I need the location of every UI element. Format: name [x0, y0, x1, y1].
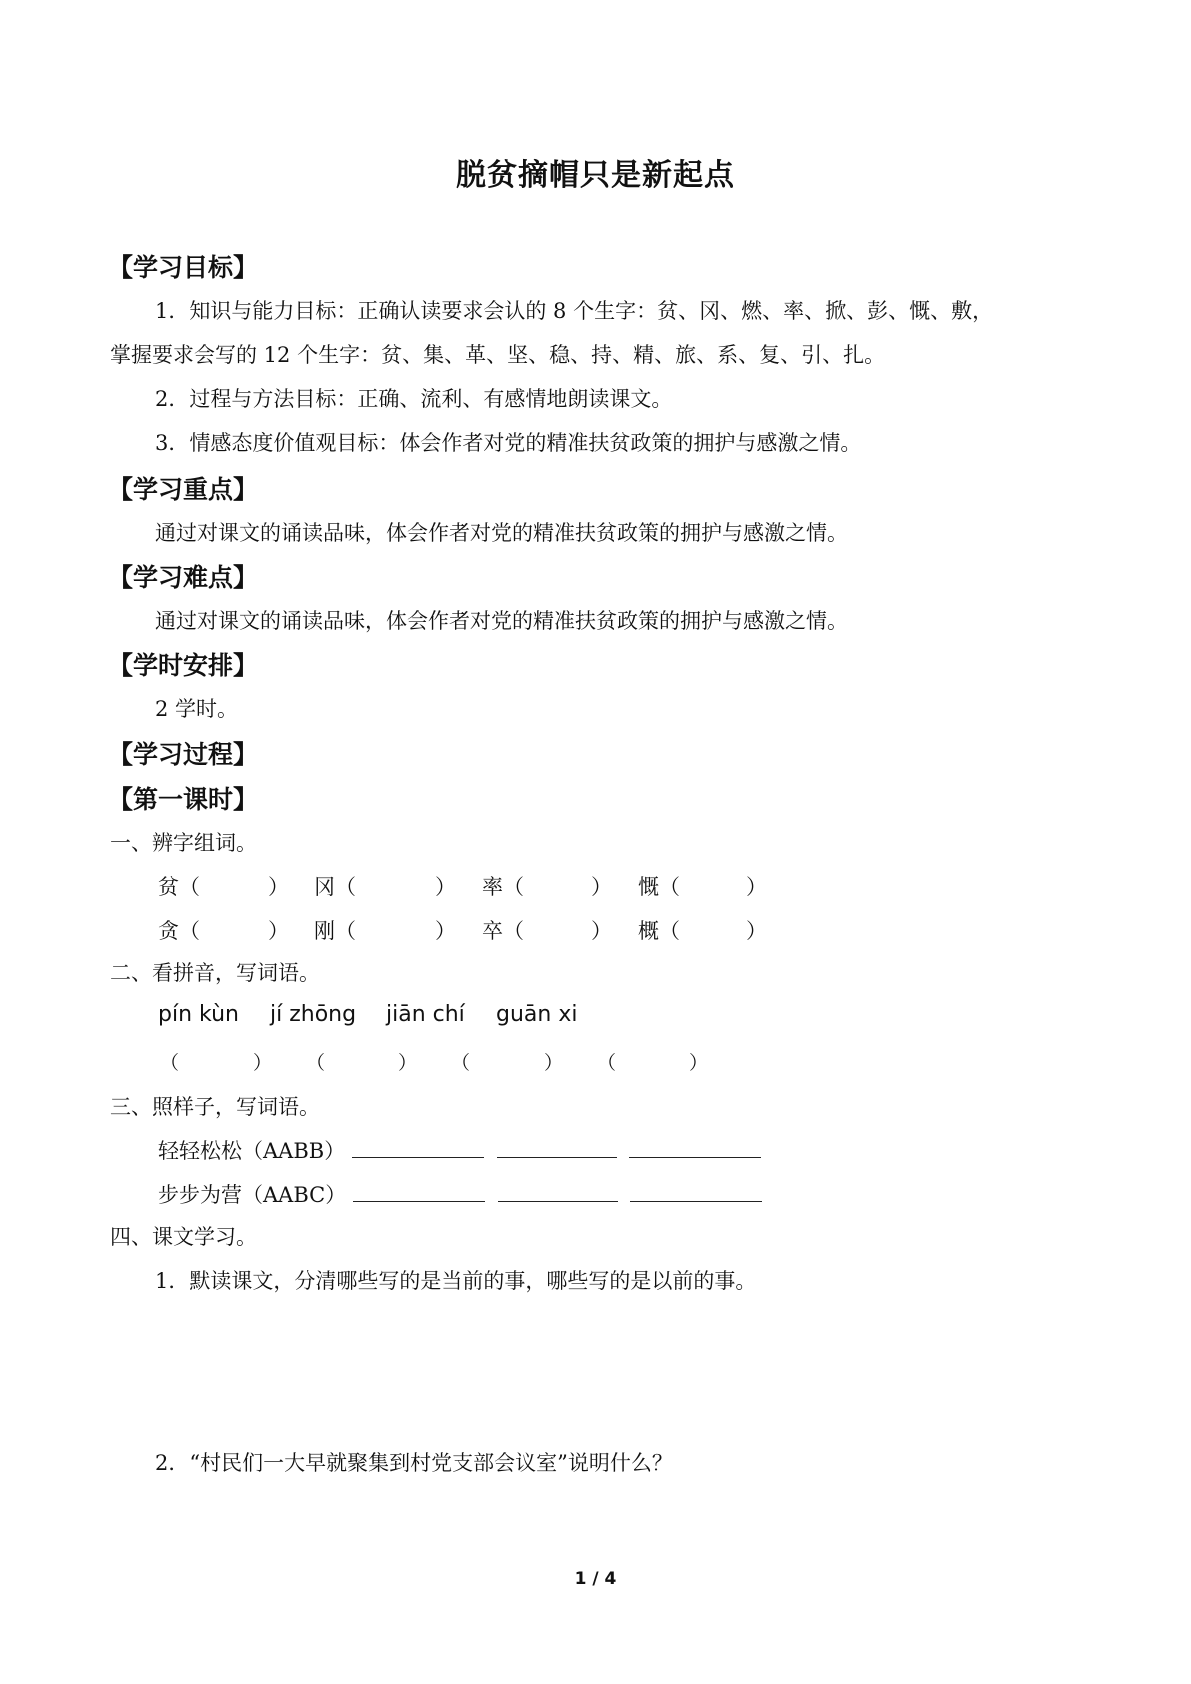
- pinyin-answer-1-open: （: [160, 1052, 180, 1074]
- pinyin-answer-3-close: ）: [544, 1052, 564, 1074]
- char-pair-4-open: 慨（: [638, 875, 680, 899]
- blank-line[interactable]: [630, 1181, 762, 1202]
- char-pair-3-open: 率（: [482, 875, 524, 899]
- document-title: 脱贫摘帽只是新起点: [456, 158, 735, 193]
- char-pair-8-open: 概（: [638, 919, 680, 943]
- goal-item-1-line-2: 掌握要求会写的 12 个生字：贫、集、革、坚、稳、持、精、旅、系、复、引、扎。: [110, 343, 886, 367]
- pinyin-answer-2-open: （: [306, 1052, 326, 1074]
- exercise-3-title: 三、照样子，写词语。: [110, 1095, 320, 1119]
- difficulties-text: 通过对课文的诵读品味，体会作者对党的精准扶贫政策的拥护与感激之情。: [155, 609, 848, 633]
- pinyin-answer-1-close: ）: [253, 1052, 273, 1074]
- example-row-2: [158, 1180, 762, 1210]
- exercise-2-title: 二、看拼音，写词语。: [110, 961, 320, 985]
- pinyin-2: jí zhōng: [270, 1002, 357, 1027]
- char-pair-6-open: 刚（: [314, 919, 356, 943]
- char-pair-4-close: ）: [746, 875, 767, 899]
- example-row-1: [158, 1136, 761, 1166]
- char-pair-6-close: ）: [435, 919, 456, 943]
- question-2: 2．“村民们一大早就聚集到村党支部会议室”说明什么？: [155, 1451, 673, 1475]
- goal-item-1-line-1: 1．知识与能力目标：正确认读要求会认的 8 个生字：贫、冈、燃、率、掀、彭、慨、敷，: [155, 299, 994, 323]
- char-pair-5-open: 贪（: [158, 919, 200, 943]
- pinyin-answer-3-open: （: [451, 1052, 471, 1074]
- pinyin-3: jiān chí: [386, 1002, 465, 1027]
- example-aabc-label: 步步为营（AABC）: [158, 1183, 347, 1207]
- char-pair-1-close: ）: [268, 875, 289, 899]
- char-pair-8-close: ）: [746, 919, 767, 943]
- heading-lesson-1: 【第一课时】: [108, 785, 259, 814]
- pinyin-4: guān xi: [496, 1002, 578, 1027]
- pinyin-1: pín kùn: [158, 1002, 239, 1027]
- key-points-text: 通过对课文的诵读品味，体会作者对党的精准扶贫政策的拥护与感激之情。: [155, 521, 848, 545]
- blank-line[interactable]: [352, 1137, 484, 1158]
- char-pair-2-open: 冈（: [314, 875, 356, 899]
- blank-line[interactable]: [498, 1181, 618, 1202]
- pinyin-answer-4-close: ）: [689, 1052, 709, 1074]
- question-1: 1．默读课文，分清哪些写的是当前的事，哪些写的是以前的事。: [155, 1269, 757, 1293]
- blank-line[interactable]: [497, 1137, 617, 1158]
- heading-learning-goals: 【学习目标】: [108, 253, 259, 282]
- goal-item-3: 3．情感态度价值观目标：体会作者对党的精准扶贫政策的拥护与感激之情。: [155, 431, 862, 455]
- heading-difficulties: 【学习难点】: [108, 563, 259, 592]
- blank-line[interactable]: [629, 1137, 761, 1158]
- example-aabb-label: 轻轻松松（AABB）: [158, 1139, 346, 1163]
- exercise-4-title: 四、课文学习。: [110, 1225, 257, 1249]
- char-pair-2-close: ）: [435, 875, 456, 899]
- blank-line[interactable]: [353, 1181, 485, 1202]
- page-number: 1 / 4: [574, 1569, 617, 1589]
- pinyin-answer-2-close: ）: [398, 1052, 418, 1074]
- char-pair-7-close: ）: [591, 919, 612, 943]
- pinyin-answer-4-open: （: [597, 1052, 617, 1074]
- char-pair-7-open: 卒（: [482, 919, 524, 943]
- char-pair-1-open: 贫（: [158, 875, 200, 899]
- schedule-text: 2 学时。: [155, 697, 239, 721]
- heading-process: 【学习过程】: [108, 740, 259, 769]
- heading-key-points: 【学习重点】: [108, 475, 259, 504]
- char-pair-5-close: ）: [268, 919, 289, 943]
- char-pair-3-close: ）: [591, 875, 612, 899]
- heading-schedule: 【学时安排】: [108, 651, 259, 680]
- goal-item-2: 2．过程与方法目标：正确、流利、有感情地朗读课文。: [155, 387, 673, 411]
- exercise-1-title: 一、辨字组词。: [110, 831, 257, 855]
